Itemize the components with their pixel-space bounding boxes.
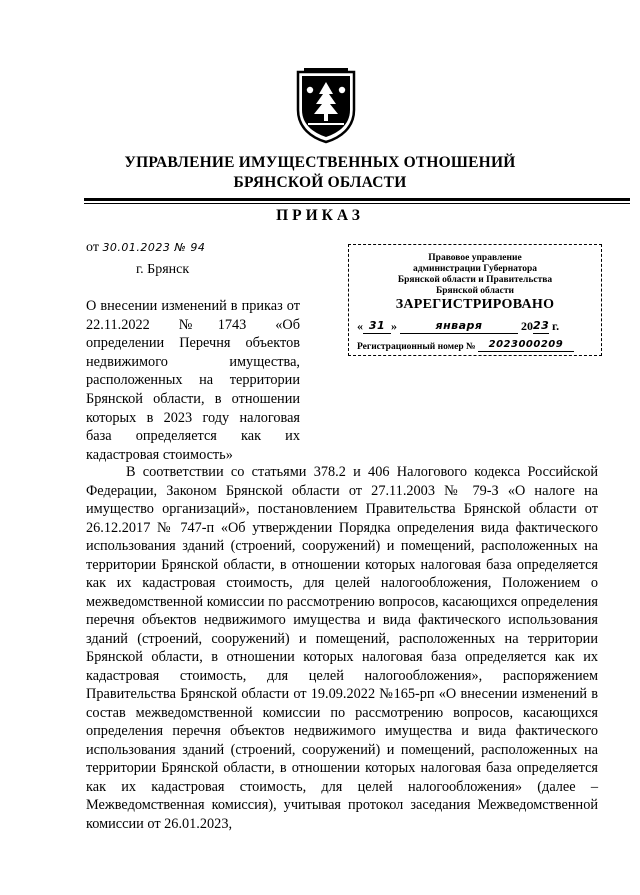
stamp-year-prefix: 20	[521, 319, 533, 333]
stamp-line-1: Правовое управление	[428, 253, 522, 263]
order-city: г. Брянск	[136, 262, 190, 277]
stamp-reg-number: 2023000209	[478, 339, 574, 352]
bryansk-coat-of-arms-icon	[294, 66, 358, 144]
stamp-year-unit: г.	[552, 319, 560, 333]
header-rule-thick	[84, 198, 630, 201]
stamp-number-row	[357, 339, 597, 355]
stamp-date-row: « 31 » января 2023 г.	[357, 319, 560, 333]
organization-name-line-1: УПРАВЛЕНИЕ ИМУЩЕСТВЕННЫХ ОТНОШЕНИЙ	[124, 154, 516, 171]
date-prefix: от	[86, 240, 99, 255]
order-date	[86, 240, 205, 256]
document-title: ПРИКАЗ	[276, 207, 364, 224]
stamp-reg-label: Регистрационный номер №	[357, 342, 476, 352]
order-body-paragraph: В соответствии со статьями 378.2 и 406 Налогового кодекса Российской Федерации, Законом Брянской области от 27.11.2003 № 79-З «О налоге на имущество организаций», постановлением Правительства Брянской области от 26.12.2017 № 747-п «Об утверждении Порядка определения вида фактического использования зданий (строений, сооружений) и помещений, расположенных на территории Брянской области, в отношении которых налоговая база определяется как их кадастровая стоимость, для целей налогообложения, Положением о межведомственной комиссии по рассмотрению вопросов, касающихся определения перечня объектов недвижимого имущества и вида фактического использования зданий (строений, сооружений) и помещений, расположенных на территории Брянской области, в отношении которых налоговая база определяется как их кадастровая стоимость, для целей налогообложения», распоряжением Правительства Брянской области от 19.09.2022 №165-рп «О внесении изменений в состав межведомственной комиссии по рассмотрению вопросов, касающихся определения перечня объектов недвижимого имущества и вида фактического использования зданий (строений, сооружений) и помещений, расположенных на территории Брянской области, в отношении которых налоговая база определяется как их кадастровая стоимость, для целей налогообложения» (далее – Межведомственная комиссия), учитывая протокол заседания Межведомственной комиссии от 26.01.2023,	[86, 464, 598, 832]
stamp-line-3: Брянской области и Правительства	[397, 275, 553, 285]
stamp-month: января	[400, 319, 518, 334]
stamp-day: 31	[363, 319, 391, 334]
stamp-line-4: Брянской области	[435, 286, 515, 296]
stamp-line-2: администрации Губернатора	[412, 264, 537, 274]
stamp-year-suffix: 23	[533, 319, 550, 332]
order-subject: О внесении изменений в приказ от 22.11.2022 №1743 «Об определении Перечня объектов недвижимого имущества, расположенных на территории Брянской области, в отношении которых в 2023 году налоговая база определяется как их кадастровая стоимость»	[86, 298, 300, 463]
handwritten-date-number: 30.01.2023 № 94	[102, 241, 206, 254]
stamp-status: ЗАРЕГИСТРИРОВАНО	[395, 297, 555, 312]
organization-name-line-2: БРЯНСКОЙ ОБЛАСТИ	[233, 174, 407, 191]
registration-stamp	[348, 244, 602, 356]
header-rule-thin	[84, 203, 630, 204]
